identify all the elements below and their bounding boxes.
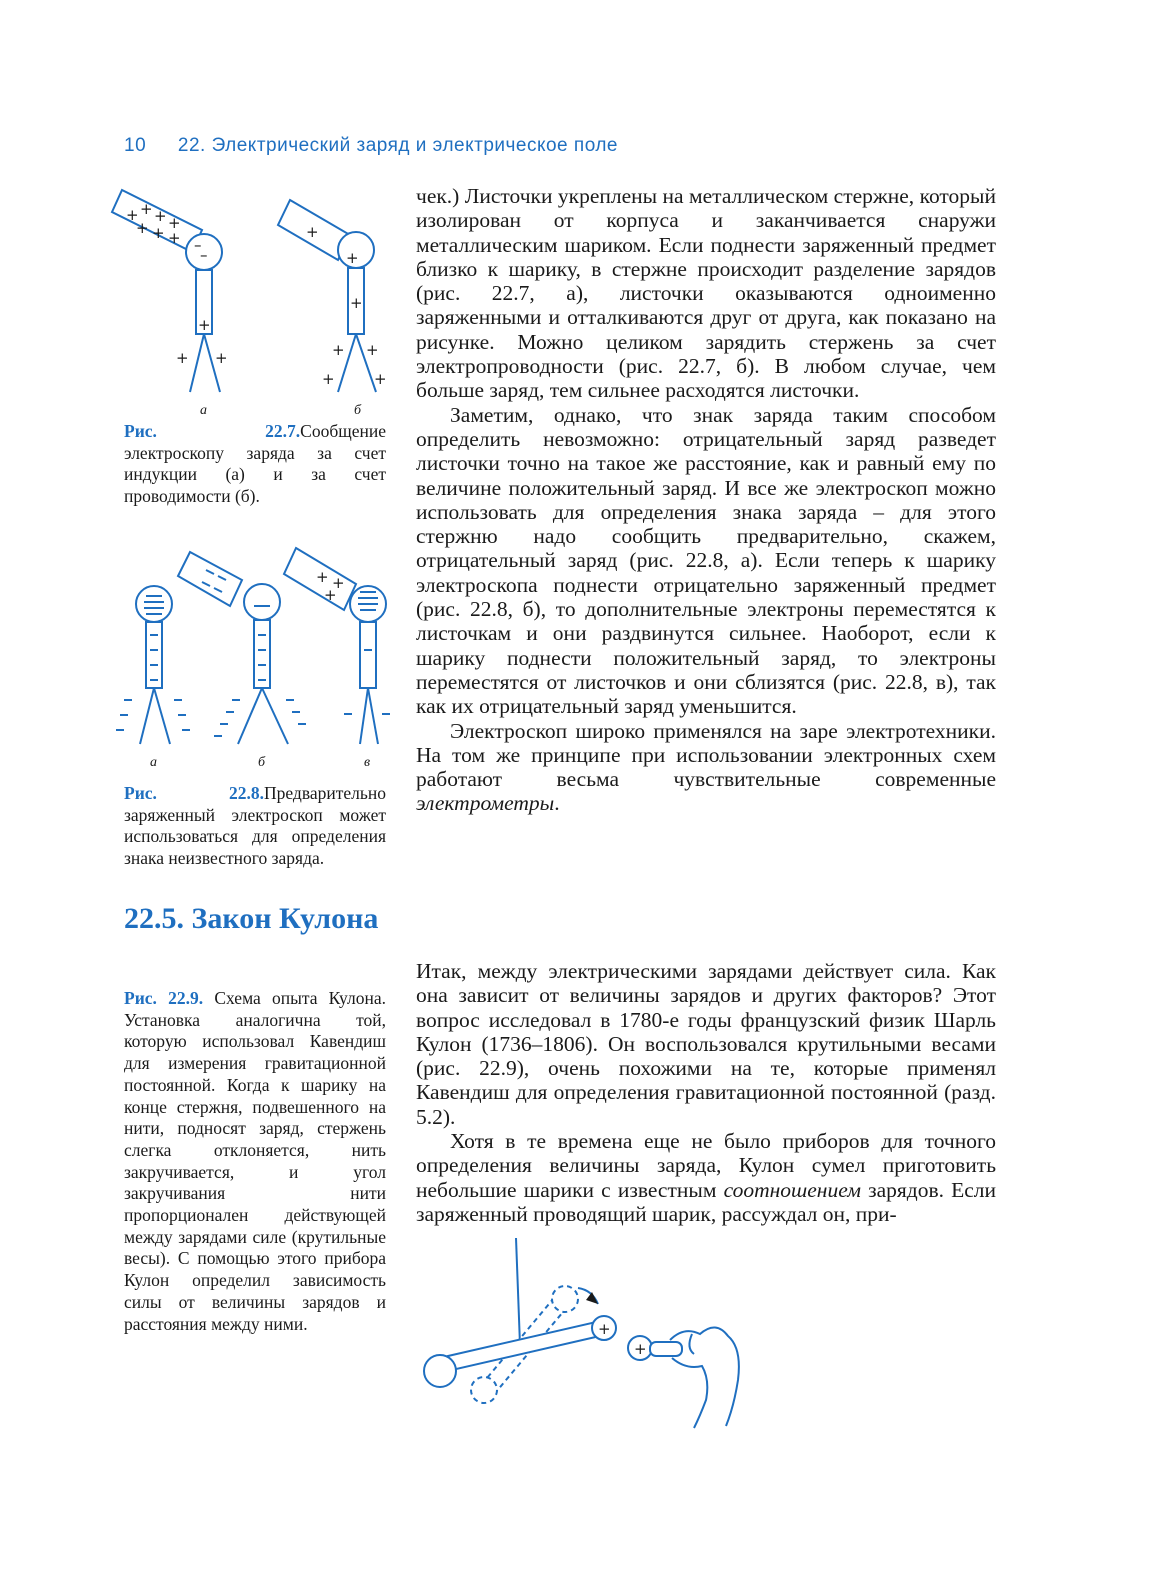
fig-22-8-label-b: б	[258, 755, 266, 770]
svg-text:+: +	[346, 249, 359, 267]
caption-text: Предварительно заряженный электроскоп может использоваться для определения знака неизвестного заряда.	[124, 783, 386, 869]
caption-22-7	[124, 421, 386, 508]
electroscope-a	[112, 190, 228, 418]
caption-label: Рис. 22.7.	[124, 421, 301, 441]
svg-text:+: +	[332, 574, 345, 592]
figure-22-7	[110, 180, 400, 420]
body-text-upper	[416, 184, 996, 816]
term-electrometers: электрометры	[416, 791, 555, 816]
electroscope-8a	[116, 586, 190, 770]
caption-22-9	[124, 988, 386, 1335]
figure-22-8	[110, 540, 400, 780]
section-title: 22.5. Закон Кулона	[124, 902, 379, 935]
svg-text:+: +	[316, 568, 329, 586]
svg-text:+: +	[324, 586, 337, 604]
fig-22-7-label-b: б	[354, 403, 362, 418]
svg-text:+: +	[168, 229, 181, 247]
caption-text: Схема опыта Кулона. Установка аналогична той, которую использовал Кавендиш для измерения гравитационной постоянной. Когда к шарику на конце стержня, подвешенного на нити, подносят заряд, стержень слегка отклоняется, нить закручивается, и угол закручивания нити пропорционален действующей между зарядами силе (крутильные весы). С помощью этого прибора Кулон определил зависимость силы от величины зарядов и расстояния между ними.	[124, 988, 387, 1334]
svg-text:+: +	[306, 223, 319, 241]
caption-text: Сообщение электроскопу заряда за счет индукции (а) и за счет проводимости (б).	[124, 421, 386, 507]
chapter-title: 22. Электрический заряд и электрическое поле	[177, 135, 618, 156]
electroscope-b	[278, 200, 387, 418]
fig-22-7-label-a: а	[200, 403, 207, 418]
torsion-balance	[424, 1238, 739, 1428]
body-text-lower	[416, 959, 996, 1226]
svg-text:–: –	[200, 246, 208, 264]
svg-text:+: +	[168, 214, 181, 232]
hand-with-probe	[628, 1327, 739, 1428]
term-ratio: соотношением	[723, 1177, 861, 1202]
svg-text:–: –	[194, 236, 202, 254]
figure-22-9	[410, 1230, 760, 1440]
page-number: 10	[124, 135, 147, 156]
svg-text:+: +	[198, 316, 211, 334]
svg-text:+: +	[332, 341, 345, 359]
svg-text:+: +	[634, 1340, 647, 1358]
caption-label: Рис. 22.8.	[124, 783, 264, 803]
end-ball	[424, 1355, 456, 1387]
paragraph: Хотя в те времена еще не было приборов для точного определения величины заряда, Кулон сумел приготовить небольшие шарики с известным соотношением зарядов. Если заряженный проводящий шарик, рассуждал он, при-	[416, 1129, 997, 1226]
caption-22-8	[124, 783, 386, 870]
svg-text:+: +	[140, 200, 153, 218]
svg-text:+: +	[136, 219, 149, 237]
caption-label: Рис. 22.9.	[124, 988, 204, 1008]
svg-text:+: +	[374, 370, 387, 388]
fig-22-8-label-c: в	[364, 755, 371, 770]
svg-text:+: +	[322, 370, 335, 388]
svg-text:+: +	[154, 207, 167, 225]
paragraph: Итак, между электрическими зарядами действует сила. Как она зависит от величины зарядов и других факторов? Этот вопрос исследовал в 1780-е годы французский физик Шарль Кулон (1736–1806). Он воспользовался крутильными весами (рис. 22.9), очень похожими на те, которые применял Кавендиш для определения гравитационной постоянной (разд. 5.2).	[416, 959, 996, 1129]
fig-22-8-label-a: а	[150, 755, 157, 770]
svg-text:+: +	[126, 206, 139, 224]
electroscope-8c	[284, 548, 390, 770]
electroscope-8b	[178, 552, 306, 770]
svg-text:+: +	[215, 349, 228, 367]
svg-text:+: +	[366, 341, 379, 359]
paragraph: Заметим, однако, что знак заряда таким способом определить невозможно: отрицательный заряд разведет листочки точно на такое же расстояние, как и равный ему по величине положительный заряд. И все же электроскоп можно использовать для определения знака заряда – для этого стержню надо сообщить предварительно, скажем, отрицательный заряд (рис. 22.8, а). Если теперь к шарику электроскопа поднести отрицательно заряженный предмет (рис. 22.8, б), то дополнительные электроны переместятся к листочкам и они раздвинутся сильнее. Наоборот, если к шарику поднести положительный заряд, то электроны переместятся от листочков и они сблизятся (рис. 22.8, в), так как их отрицательный заряд уменьшится.	[416, 402, 996, 719]
running-header	[124, 135, 618, 157]
svg-text:+: +	[350, 294, 363, 312]
svg-text:+: +	[176, 349, 189, 367]
svg-text:+: +	[152, 224, 165, 242]
suspension-thread	[516, 1238, 520, 1345]
paragraph: Электроскоп широко применялся на заре электротехники. На том же принципе при использовании электронных схем работают весьма чувствительные современные электрометры.	[416, 718, 996, 816]
svg-text:+: +	[598, 1320, 611, 1338]
paragraph: чек.) Листочки укреплены на металлическом стержне, который изолирован от корпуса и заканчивается снаружи металлическим шариком. Если поднести заряженный предмет близко к шарику, в стержне происходит разделение зарядов (рис. 22.7, а), листочки оказываются одноименно заряженными и отталкиваются друг от друга, как показано на рисунке. Можно целиком зарядить стержень за счет электропроводности (рис. 22.7, б). В любом случае, чем больше заряд, тем сильнее расходятся листочки.	[416, 184, 996, 403]
